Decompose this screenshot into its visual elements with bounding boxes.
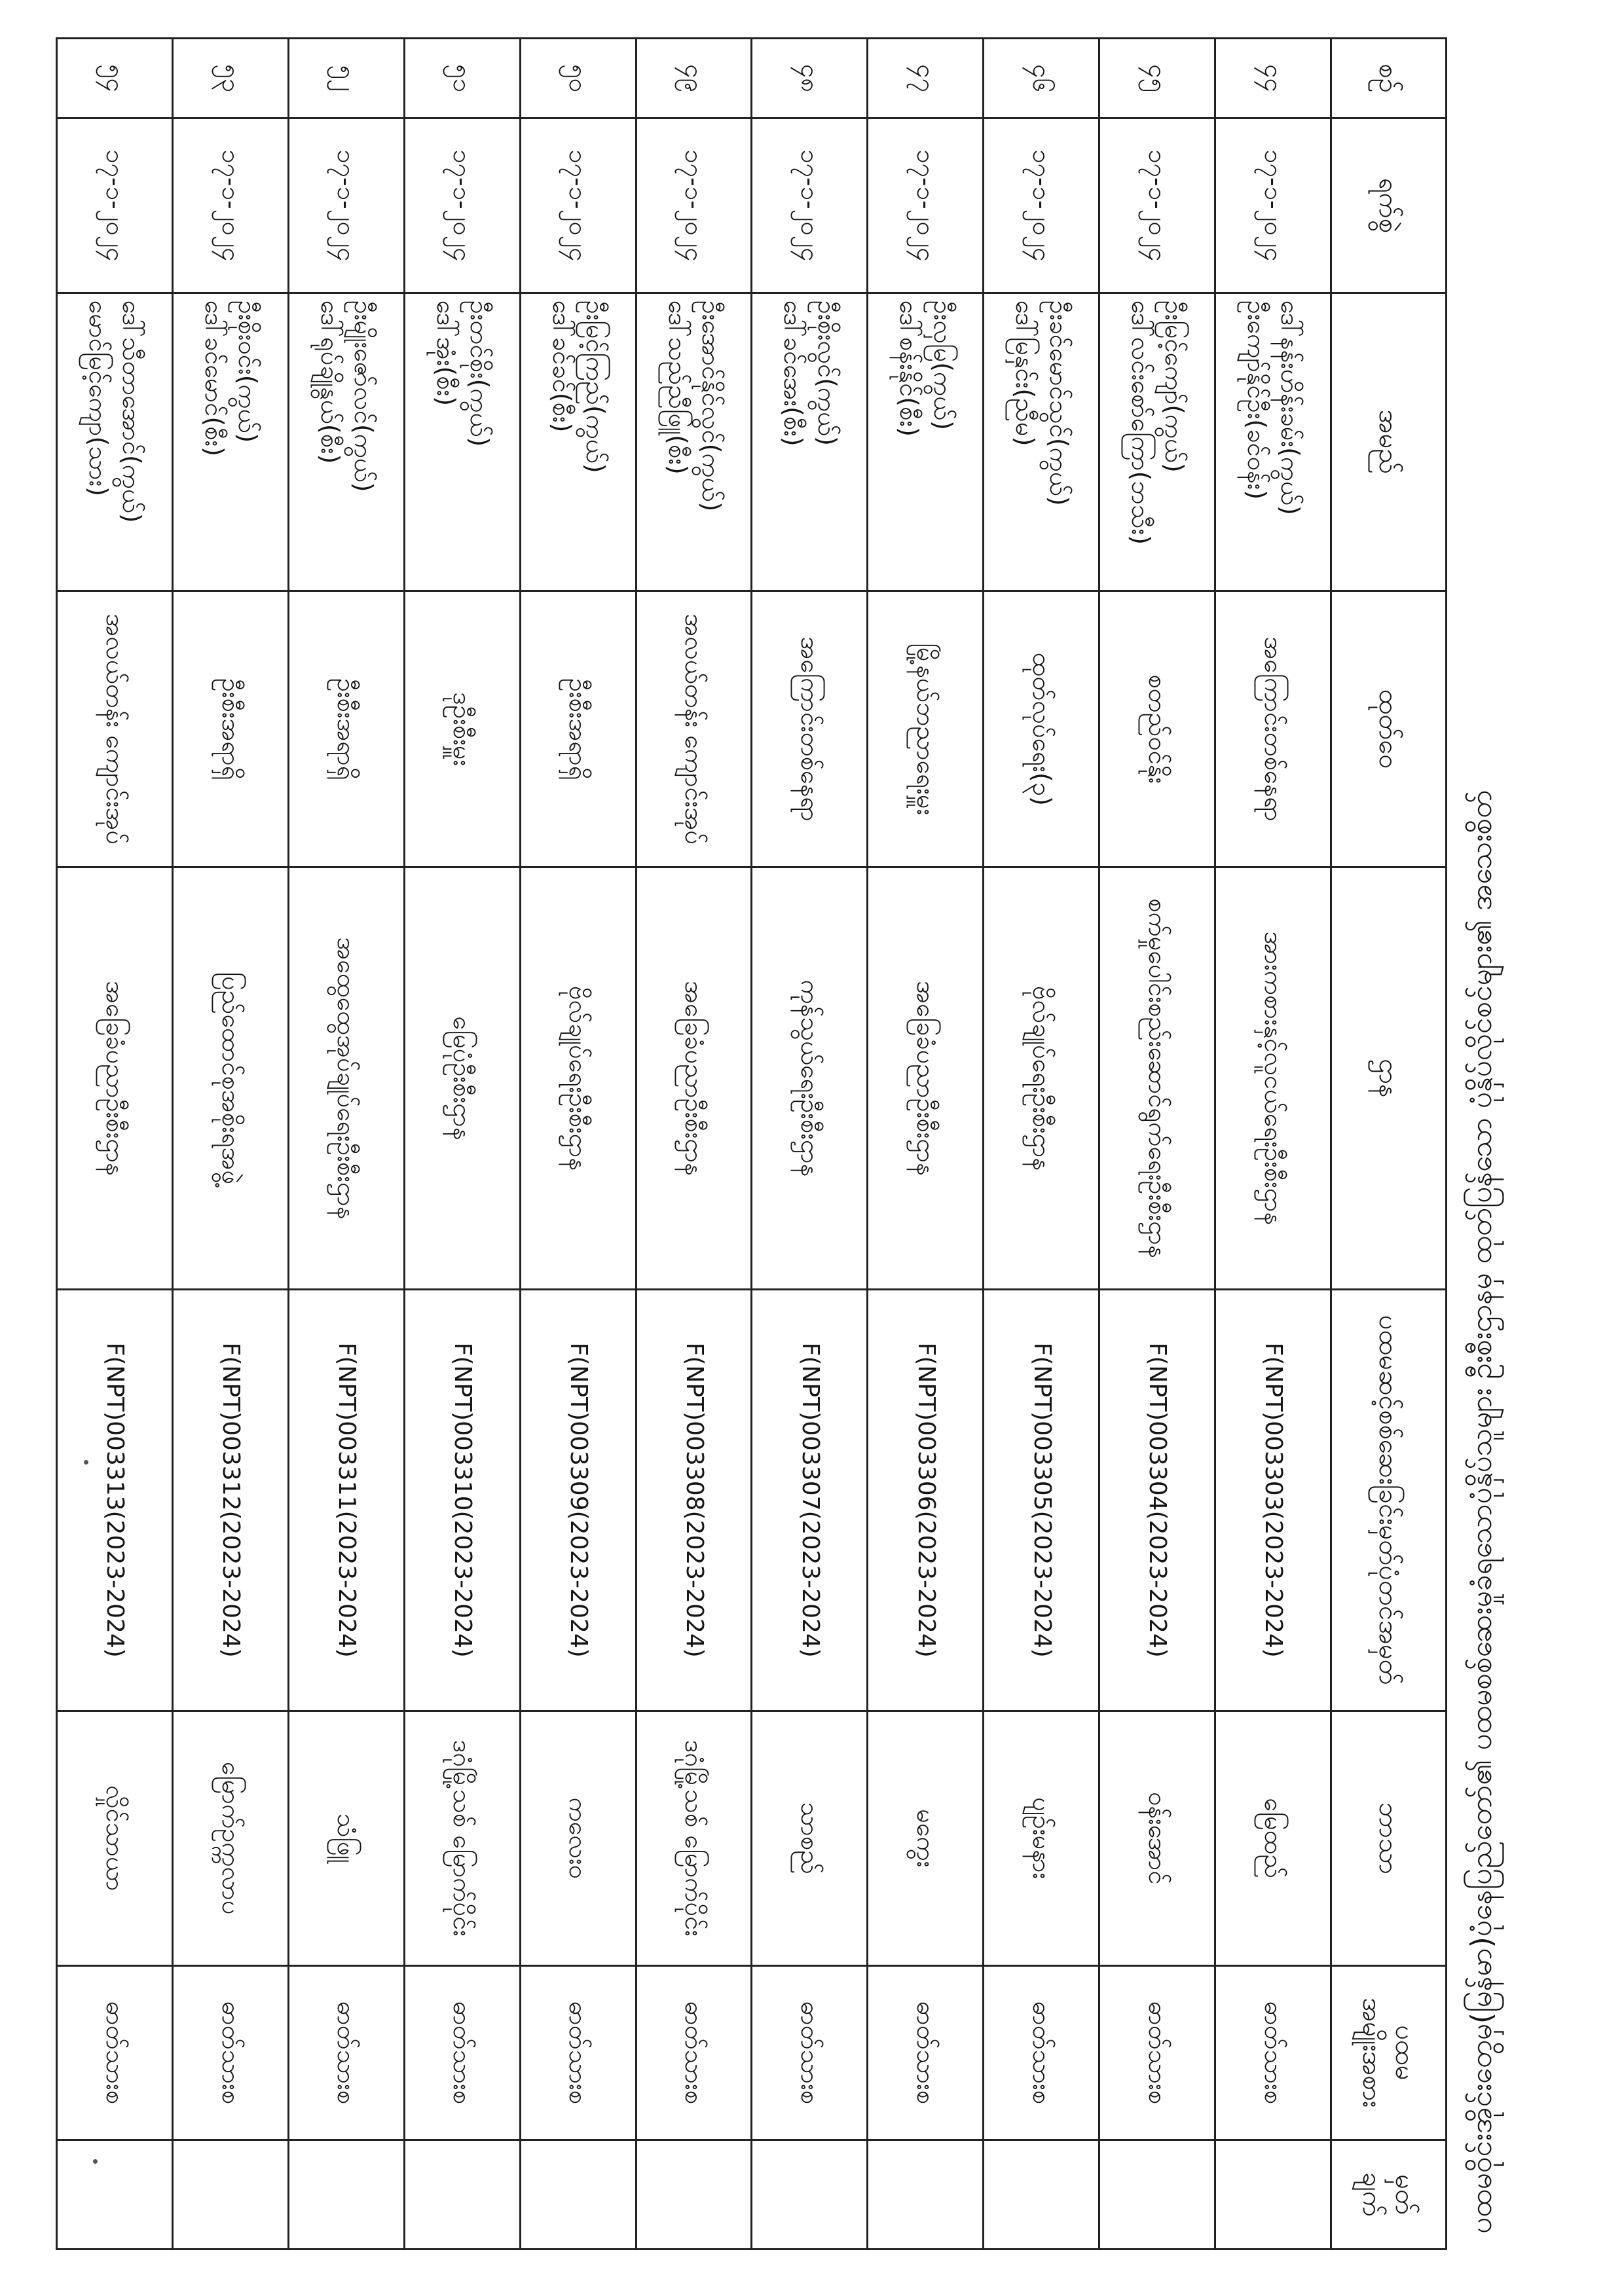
row-number: ၄၇ bbox=[868, 39, 984, 118]
row-remark bbox=[288, 2140, 404, 2250]
row-date: ၁၇-၁-၂၀၂၄ bbox=[172, 118, 288, 293]
row-date: ၁၇-၁-၂၀၂၄ bbox=[57, 118, 173, 293]
row-address: အကြောင်းတစ်နေရာ bbox=[1215, 591, 1331, 867]
row-address: ဦးစီးအရာရှိ bbox=[172, 591, 288, 867]
row-place: ဒဂုံမြို့သစ် မြောက်ပိုင်း bbox=[404, 1711, 520, 1965]
row-place: မြေထည် bbox=[1215, 1711, 1331, 1965]
row-name1: ဦးစိုးလွင်(ကွယ်) bbox=[812, 300, 841, 446]
header-remark-line1: မှတ် bbox=[1390, 2174, 1420, 2215]
row-name2: ဒေါ်ခင်ခင်(စီး) bbox=[547, 300, 576, 433]
row-name1: ဦးလှမြ(ကွယ်) bbox=[928, 300, 957, 430]
table-row bbox=[288, 39, 404, 2250]
row-date: ၁၇-၁-၂၀၂၄ bbox=[984, 118, 1099, 293]
row-number: ၄၉ bbox=[636, 39, 752, 118]
table-row bbox=[752, 39, 868, 2250]
row-address: အလယ်တန်း ကျောင်းအုပ် bbox=[636, 591, 752, 867]
row-name2: ဒေါ်ရုပ်ချိုနွယ်(စီး) bbox=[315, 300, 344, 464]
row-date: ၁၇-၁-၂၀၂၄ bbox=[288, 118, 404, 293]
row-name2: ဒေါ်မြနှင်း(ညီမ) bbox=[1010, 300, 1040, 446]
header-date: ရက်စွဲ bbox=[1331, 118, 1447, 293]
row-name1: ဦးမျိုးဇော်လင်(ကွယ်) bbox=[349, 300, 378, 492]
table-body bbox=[57, 39, 1331, 2250]
row-type: ဓာတ်သားစ bbox=[172, 1965, 288, 2140]
row-remark bbox=[1215, 2140, 1331, 2250]
table-row bbox=[172, 39, 288, 2250]
table-row bbox=[636, 39, 752, 2250]
row-remark bbox=[404, 2140, 520, 2250]
row-name2: ဒေါ်ခင်အေး(စီး) bbox=[779, 300, 808, 446]
header-name: အမည် bbox=[1331, 293, 1447, 591]
row-name2: ဒေါ်ခင်မောင်(စီး) bbox=[199, 300, 229, 457]
row-name bbox=[984, 293, 1099, 591]
register-table bbox=[56, 37, 1447, 2250]
row-type: ဓာတ်သားစ bbox=[520, 1965, 636, 2140]
row-address: ဒုဦးစီးမှူး bbox=[404, 591, 520, 867]
row-name1: ဦးစိုးဝင်း(ကွယ်) bbox=[233, 300, 263, 443]
row-remark bbox=[57, 2140, 173, 2250]
row-place: မြောက်ဥက္ကလာပ bbox=[172, 1711, 288, 1965]
row-reg-no: F(NPT)003309(2023-2024) bbox=[520, 1289, 636, 1711]
row-field: အားကစားနှင့်လူငယ်ရေးဦးစီးဌာန bbox=[1215, 867, 1331, 1289]
row-reg-no: F(NPT)003311(2023-2024) bbox=[288, 1289, 404, 1711]
row-remark bbox=[984, 2140, 1099, 2250]
row-field: အခြေခံပညာဦးစီးဌာန bbox=[868, 867, 984, 1289]
row-type: ဓာတ်သားစ bbox=[868, 1965, 984, 2140]
row-place: သံဖြူ bbox=[288, 1711, 404, 1965]
row-date: ၁၇-၁-၂၀၂၄ bbox=[1099, 118, 1215, 293]
row-reg-no: F(NPT)003307(2023-2024) bbox=[752, 1289, 868, 1711]
row-number: ၅၀ bbox=[520, 39, 636, 118]
row-type: ဓာတ်သားစ bbox=[984, 1965, 1099, 2140]
row-field: မြေပုံဦးစီးဌာန bbox=[404, 867, 520, 1289]
row-name bbox=[404, 293, 520, 591]
row-place: လှိုင်သာယာ bbox=[57, 1711, 173, 1965]
row-type: ဓာတ်သားစ bbox=[1099, 1965, 1215, 2140]
table-row bbox=[984, 39, 1099, 2250]
row-name bbox=[520, 293, 636, 591]
table-row bbox=[1215, 39, 1331, 2250]
row-name2: ဒေါ်လင်းစော်ကြော(ဘသီး) bbox=[1126, 300, 1156, 545]
header-remark-line2: ချက် bbox=[1357, 2172, 1388, 2217]
row-field: ဗိုလ်ချုပ်ရေးဦးစီးဌာန bbox=[984, 867, 1099, 1289]
row-field: အခြေခံပညာဦးစီးဌာန bbox=[57, 867, 173, 1289]
row-name bbox=[172, 293, 288, 591]
row-name bbox=[288, 293, 404, 591]
row-reg-no: F(NPT)003313(2023-2024) bbox=[57, 1289, 173, 1711]
row-place: သာစည် bbox=[752, 1711, 868, 1965]
row-name2: ဦးကျော်နိုင်ဦး(ခင်ဝန်း) bbox=[1242, 300, 1272, 500]
row-type: ဓာတ်သားစ bbox=[1215, 1965, 1331, 2140]
row-name bbox=[752, 293, 868, 591]
row-remark bbox=[752, 2140, 868, 2250]
header-address: ထုတ်ဝေ bbox=[1331, 591, 1447, 867]
row-date: ၁၇-၁-၂၀၂၄ bbox=[752, 118, 868, 293]
row-name1: ဦးတင်စိုး(ကွယ်) bbox=[465, 300, 494, 447]
table-row bbox=[868, 39, 984, 2250]
row-address: အကြောင်းတစ်နေရာ bbox=[752, 591, 868, 867]
row-field: ပြည်ထောင်စုအစိုးရအဖွဲ့ bbox=[172, 867, 288, 1289]
header-type-line2: အမျိုးအစား bbox=[1357, 1997, 1388, 2108]
row-number: ၅၁ bbox=[404, 39, 520, 118]
row-place: မကွေး bbox=[868, 1711, 984, 1965]
header-type bbox=[1331, 1965, 1447, 2140]
row-name bbox=[1215, 293, 1331, 591]
row-name1: ဦးခင်မောင်သွင်(ကွယ်) bbox=[1044, 300, 1073, 506]
header-reg-no: ပထမဆင့်စစ်ဆေးခြင်းမှတ်ပုံတင်အမှတ် bbox=[1331, 1289, 1447, 1711]
row-reg-no: F(NPT)003310(2023-2024) bbox=[404, 1289, 520, 1711]
row-name2: ဒေါ်သည်ညီဖြူ(စီး) bbox=[663, 300, 692, 475]
row-field: အခြေခံပညာဦးစီးဌာန bbox=[636, 867, 752, 1289]
row-number: ၅၄ bbox=[57, 39, 173, 118]
row-date: ၁၇-၁-၂၀၂၄ bbox=[404, 118, 520, 293]
row-address: အလယ်တန်း ကျောင်းအုပ် bbox=[57, 591, 173, 867]
row-remark bbox=[172, 2140, 288, 2250]
row-address: စတည်ဝင်နိုး bbox=[1099, 591, 1215, 867]
row-reg-no: F(NPT)003308(2023-2024) bbox=[636, 1289, 752, 1711]
row-date: ၁၇-၁-၂၀၂၄ bbox=[636, 118, 752, 293]
row-address: ဦးစီးအရာရှိ bbox=[288, 591, 404, 867]
row-number: ၄၆ bbox=[984, 39, 1099, 118]
table-row bbox=[404, 39, 520, 2250]
row-remark bbox=[520, 2140, 636, 2250]
row-name2: ဒေါ်စန်းနိုင်(စီး) bbox=[895, 300, 924, 437]
row-type: ဓာတ်သားစ bbox=[636, 1965, 752, 2140]
row-date: ၁၇-၁-၂၀၂၄ bbox=[1215, 118, 1331, 293]
row-address: ဦးစီးအရာရှိ bbox=[520, 591, 636, 867]
row-date: ၁၇-၁-၂၀၂၄ bbox=[868, 118, 984, 293]
row-number: ၅၂ bbox=[288, 39, 404, 118]
table-row bbox=[1099, 39, 1215, 2250]
row-date: ၁၇-၁-၂၀၂၄ bbox=[520, 118, 636, 293]
header-field: ဌာန bbox=[1331, 867, 1447, 1289]
row-number: ၄၄ bbox=[1215, 39, 1331, 118]
row-name1: ဒေါ်သီတာအောင်(ကွယ်) bbox=[117, 300, 147, 523]
table-row bbox=[57, 39, 173, 2250]
row-name1: ဦးမြင့်ကျော်(ကွယ်) bbox=[1160, 300, 1189, 473]
row-reg-no: F(NPT)003304(2023-2024) bbox=[1099, 1289, 1215, 1711]
row-name2: ဒေါ်အုံး(စီး) bbox=[431, 300, 460, 407]
document-title: ပထမဝိုင်းအိုင်းတွေမှ(မြန်မာ)ပုံနေပြည်တော်၏ ပထမစစ်ဆေးမှုခံရသောပုံနှိပ်သူများ ဦးစီးဌာနမှ ထုတ်ပြန်သော ပုံနှိပ်လိုင်စင်များ၏ အသေးစိတ် bbox=[1465, 790, 1498, 2234]
row-name bbox=[636, 293, 752, 591]
table-row bbox=[520, 39, 636, 2250]
row-name1: ဦးအောင်နိုင်လွင်(ကွယ်) bbox=[696, 300, 726, 512]
row-name bbox=[868, 293, 984, 591]
header-place: ဘာသာ bbox=[1331, 1711, 1447, 1965]
row-number: ၄၈ bbox=[752, 39, 868, 118]
header-row bbox=[1331, 39, 1447, 2250]
header-remark bbox=[1331, 2140, 1447, 2250]
row-number: ၅၃ bbox=[172, 39, 288, 118]
row-field: အထွေထွေအုပ်ချုပ်ရေးဦးစီးဌာန bbox=[288, 867, 404, 1289]
row-name2: မောင်မြင့်ကျော(သား) bbox=[83, 300, 113, 497]
row-remark bbox=[868, 2140, 984, 2250]
row-place: ကလေးဝ bbox=[520, 1711, 636, 1965]
row-type: ဓာတ်သားစ bbox=[752, 1965, 868, 2140]
row-type: ဓာတ်သားစ bbox=[288, 1965, 404, 2140]
row-reg-no: F(NPT)003312(2023-2024) bbox=[172, 1289, 288, 1711]
header-no: စဥ် bbox=[1331, 39, 1447, 118]
row-reg-no: F(NPT)003306(2023-2024) bbox=[868, 1289, 984, 1711]
row-name bbox=[57, 293, 173, 591]
row-name bbox=[1099, 293, 1215, 591]
row-field: စက်မှုပေါင်းစည်းဆောင်ရွက်ရေးဦးစီးဌာန bbox=[1099, 867, 1215, 1289]
row-place: ဒဂုံမြို့သစ် မြောက်ပိုင်း bbox=[636, 1711, 752, 1965]
row-address: ထုတ်လုပ်ရေး(၃) bbox=[984, 591, 1099, 867]
row-type: ဓာတ်သားစ bbox=[404, 1965, 520, 2140]
row-place: ပျဉ်းမနား bbox=[984, 1711, 1099, 1965]
row-reg-no: F(NPT)003303(2023-2024) bbox=[1215, 1289, 1331, 1711]
row-name1: ဦးမြင့်ကြည်(ကွယ်) bbox=[580, 300, 610, 473]
header-type-line1: ပထမ bbox=[1390, 2025, 1420, 2081]
row-reg-no: F(NPT)003305(2023-2024) bbox=[984, 1289, 1099, 1711]
row-name1: ဒေါ်နန်းဟိန်းခမ်း(ကွယ်) bbox=[1276, 300, 1305, 515]
row-remark bbox=[1099, 2140, 1215, 2250]
row-field: ဗိုလ်ချုပ်ရေးဦးစီးဌာန bbox=[520, 867, 636, 1289]
row-type: ဓာတ်သားစ bbox=[57, 1965, 173, 2140]
row-place: ဝန်းအောင် bbox=[1099, 1711, 1215, 1965]
row-address: မြို့နယ်ဘညာရေးမှူး bbox=[868, 591, 984, 867]
row-remark bbox=[636, 2140, 752, 2250]
row-field: ကုန်သွယ်ရေးဦးစီးဌာန bbox=[752, 867, 868, 1289]
row-number: ၄၅ bbox=[1099, 39, 1215, 118]
